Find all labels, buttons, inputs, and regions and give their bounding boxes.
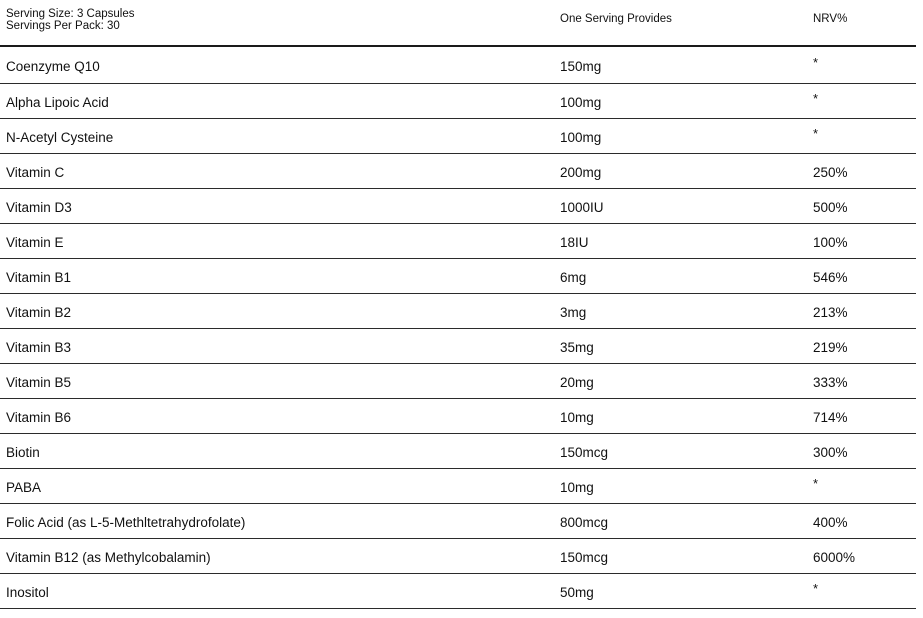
nutrient-nrv: * bbox=[813, 581, 819, 596]
nutrient-nrv: * bbox=[813, 55, 819, 70]
nutrient-nrv: 500% bbox=[813, 200, 848, 215]
table-row bbox=[0, 574, 916, 609]
nutrient-name: Vitamin B5 bbox=[6, 375, 72, 390]
nutrient-name: Vitamin B6 bbox=[6, 410, 72, 425]
nutrient-amount: 1000IU bbox=[560, 200, 604, 215]
serving-size: Serving Size: 3 Capsules bbox=[6, 8, 135, 20]
nutrient-name: Folic Acid (as L-5-Methltetrahydrofolate) bbox=[6, 515, 246, 530]
table-row bbox=[0, 294, 916, 329]
table-row bbox=[0, 539, 916, 574]
nutrient-name: Alpha Lipoic Acid bbox=[6, 95, 109, 110]
table-row bbox=[0, 469, 916, 504]
nutrient-nrv: 213% bbox=[813, 305, 848, 320]
nutrient-name: Vitamin B12 (as Methylcobalamin) bbox=[6, 550, 211, 565]
table-row bbox=[0, 364, 916, 399]
table-row bbox=[0, 224, 916, 259]
nutrient-amount: 150mcg bbox=[560, 550, 609, 565]
serving-info bbox=[6, 8, 134, 32]
nutrient-nrv: 250% bbox=[813, 165, 848, 180]
table-row bbox=[0, 47, 916, 84]
nutrient-amount: 18IU bbox=[560, 235, 589, 250]
nutrient-amount: 20mg bbox=[560, 375, 594, 390]
amount-column-header: One Serving Provides bbox=[560, 13, 672, 25]
nutrient-nrv: 333% bbox=[813, 375, 848, 390]
nutrient-amount: 150mcg bbox=[560, 445, 609, 460]
nutrient-amount: 10mg bbox=[560, 480, 594, 495]
table-body bbox=[0, 47, 916, 609]
nutrient-name: Vitamin E bbox=[6, 235, 64, 250]
nutrient-name: Vitamin B1 bbox=[6, 270, 72, 285]
nutrient-name: PABA bbox=[6, 480, 42, 495]
table-row bbox=[0, 434, 916, 469]
nutrient-nrv: 6000% bbox=[813, 550, 856, 565]
nutrient-nrv: 219% bbox=[813, 340, 848, 355]
nutrient-amount: 100mg bbox=[560, 95, 602, 110]
nutrient-nrv: * bbox=[813, 126, 819, 141]
table-row bbox=[0, 399, 916, 434]
nutrient-nrv: 546% bbox=[813, 270, 848, 285]
nutrient-amount: 200mg bbox=[560, 165, 602, 180]
nutrient-nrv: * bbox=[813, 91, 819, 106]
nutrient-amount: 100mg bbox=[560, 130, 602, 145]
nutrient-nrv: 714% bbox=[813, 410, 848, 425]
nutrient-amount: 150mg bbox=[560, 59, 602, 74]
nutrient-name: Vitamin C bbox=[6, 165, 65, 180]
nutrient-amount: 800mcg bbox=[560, 515, 609, 530]
nutrient-name: Vitamin D3 bbox=[6, 200, 72, 215]
nutrient-nrv: 100% bbox=[813, 235, 848, 250]
table-row bbox=[0, 329, 916, 364]
table-row bbox=[0, 119, 916, 154]
nutrient-amount: 35mg bbox=[560, 340, 594, 355]
nutrient-name: Biotin bbox=[6, 445, 40, 460]
nutrient-name: Coenzyme Q10 bbox=[6, 59, 100, 74]
servings-per-pack: Servings Per Pack: 30 bbox=[6, 20, 120, 32]
nutrient-nrv: * bbox=[813, 476, 819, 491]
table-header bbox=[0, 0, 916, 47]
nutrient-amount: 6mg bbox=[560, 270, 587, 285]
table-row bbox=[0, 84, 916, 119]
nutrient-name: N-Acetyl Cysteine bbox=[6, 130, 114, 145]
table-row bbox=[0, 504, 916, 539]
table-row bbox=[0, 259, 916, 294]
table-row bbox=[0, 154, 916, 189]
table-row bbox=[0, 189, 916, 224]
nutrient-name: Vitamin B2 bbox=[6, 305, 72, 320]
nutrient-amount: 50mg bbox=[560, 585, 594, 600]
nutrient-name: Inositol bbox=[6, 585, 49, 600]
nutrient-nrv: 400% bbox=[813, 515, 848, 530]
nutrient-amount: 3mg bbox=[560, 305, 587, 320]
nutrient-name: Vitamin B3 bbox=[6, 340, 72, 355]
nutrient-nrv: 300% bbox=[813, 445, 848, 460]
nutrient-amount: 10mg bbox=[560, 410, 594, 425]
nrv-column-header: NRV% bbox=[813, 13, 848, 25]
